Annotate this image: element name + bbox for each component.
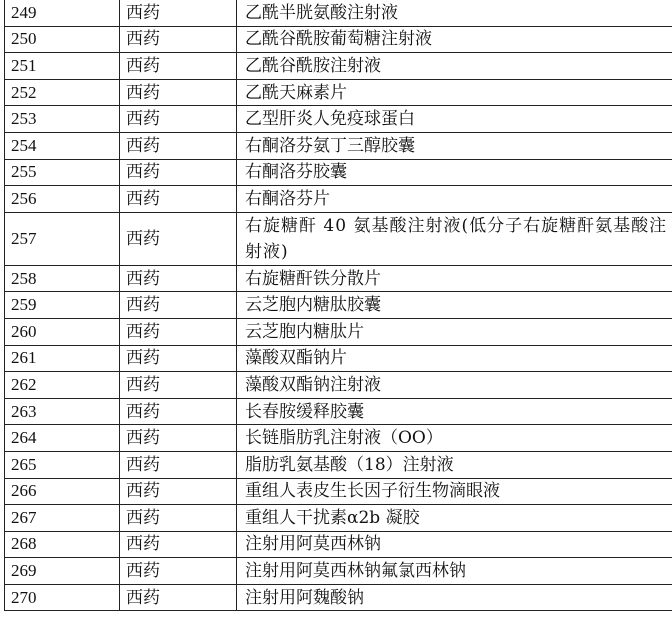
table-row bbox=[5, 398, 672, 425]
table-row bbox=[5, 505, 672, 532]
row-drug-name: 注射用阿莫西林钠氟氯西林钠 bbox=[237, 558, 672, 585]
row-category: 西药 bbox=[120, 531, 237, 558]
row-number: 266 bbox=[5, 478, 120, 505]
row-category: 西药 bbox=[120, 212, 237, 265]
row-drug-name: 重组人表皮生长因子衍生物滴眼液 bbox=[237, 478, 672, 505]
table-row bbox=[5, 451, 672, 478]
row-drug-name: 乙酰半胱氨酸注射液 bbox=[237, 0, 672, 26]
row-drug-name: 藻酸双酯钠注射液 bbox=[237, 372, 672, 399]
table-row bbox=[5, 558, 672, 585]
row-category: 西药 bbox=[120, 0, 237, 26]
row-category: 西药 bbox=[120, 451, 237, 478]
table-row bbox=[5, 106, 672, 133]
row-category: 西药 bbox=[120, 318, 237, 345]
row-number: 256 bbox=[5, 186, 120, 213]
drug-list-table bbox=[4, 0, 672, 611]
row-number: 258 bbox=[5, 265, 120, 292]
row-drug-name: 右酮洛芬胶囊 bbox=[237, 159, 672, 186]
row-drug-name: 长春胺缓释胶囊 bbox=[237, 398, 672, 425]
row-drug-name: 右旋糖酐铁分散片 bbox=[237, 265, 672, 292]
row-drug-name: 云芝胞内糖肽胶囊 bbox=[237, 292, 672, 319]
row-number: 250 bbox=[5, 26, 120, 53]
row-drug-name: 乙酰天麻素片 bbox=[237, 79, 672, 106]
table-row bbox=[5, 318, 672, 345]
row-category: 西药 bbox=[120, 558, 237, 585]
table-row bbox=[5, 531, 672, 558]
drug-list-body bbox=[5, 0, 672, 611]
row-category: 西药 bbox=[120, 159, 237, 186]
row-category: 西药 bbox=[120, 425, 237, 452]
table-row bbox=[5, 79, 672, 106]
row-drug-name: 脂肪乳氨基酸（18）注射液 bbox=[237, 451, 672, 478]
table-row bbox=[5, 26, 672, 53]
row-number: 267 bbox=[5, 505, 120, 532]
row-number: 269 bbox=[5, 558, 120, 585]
row-number: 257 bbox=[5, 212, 120, 265]
row-drug-name: 乙酰谷酰胺注射液 bbox=[237, 53, 672, 80]
row-number: 261 bbox=[5, 345, 120, 372]
table-row bbox=[5, 372, 672, 399]
row-number: 262 bbox=[5, 372, 120, 399]
row-drug-name: 重组人干扰素α2b 凝胶 bbox=[237, 505, 672, 532]
row-category: 西药 bbox=[120, 478, 237, 505]
row-category: 西药 bbox=[120, 584, 237, 611]
row-number: 249 bbox=[5, 0, 120, 26]
row-number: 251 bbox=[5, 53, 120, 80]
table-row bbox=[5, 212, 672, 265]
row-category: 西药 bbox=[120, 186, 237, 213]
row-number: 255 bbox=[5, 159, 120, 186]
table-row bbox=[5, 0, 672, 26]
row-number: 252 bbox=[5, 79, 120, 106]
row-number: 268 bbox=[5, 531, 120, 558]
table-row bbox=[5, 292, 672, 319]
row-drug-name: 藻酸双酯钠片 bbox=[237, 345, 672, 372]
table-row bbox=[5, 159, 672, 186]
row-category: 西药 bbox=[120, 265, 237, 292]
row-category: 西药 bbox=[120, 292, 237, 319]
row-drug-name: 乙酰谷酰胺葡萄糖注射液 bbox=[237, 26, 672, 53]
row-drug-name: 云芝胞内糖肽片 bbox=[237, 318, 672, 345]
row-drug-name: 长链脂肪乳注射液（OO） bbox=[237, 425, 672, 452]
table-row bbox=[5, 425, 672, 452]
row-drug-name: 乙型肝炎人免疫球蛋白 bbox=[237, 106, 672, 133]
row-number: 263 bbox=[5, 398, 120, 425]
row-drug-name: 右酮洛芬氨丁三醇胶囊 bbox=[237, 132, 672, 159]
table-row bbox=[5, 265, 672, 292]
row-number: 264 bbox=[5, 425, 120, 452]
row-category: 西药 bbox=[120, 398, 237, 425]
row-category: 西药 bbox=[120, 53, 237, 80]
row-category: 西药 bbox=[120, 79, 237, 106]
row-category: 西药 bbox=[120, 132, 237, 159]
row-number: 260 bbox=[5, 318, 120, 345]
row-category: 西药 bbox=[120, 106, 237, 133]
table-row bbox=[5, 132, 672, 159]
row-category: 西药 bbox=[120, 345, 237, 372]
table-row bbox=[5, 478, 672, 505]
row-drug-name: 注射用阿魏酸钠 bbox=[237, 584, 672, 611]
table-row bbox=[5, 584, 672, 611]
table-row bbox=[5, 186, 672, 213]
row-number: 270 bbox=[5, 584, 120, 611]
row-drug-name: 右旋糖酐 40 氨基酸注射液(低分子右旋糖酐氨基酸注射液) bbox=[237, 212, 672, 265]
row-category: 西药 bbox=[120, 505, 237, 532]
row-drug-name: 注射用阿莫西林钠 bbox=[237, 531, 672, 558]
row-number: 253 bbox=[5, 106, 120, 133]
row-number: 259 bbox=[5, 292, 120, 319]
row-drug-name: 右酮洛芬片 bbox=[237, 186, 672, 213]
table-row bbox=[5, 345, 672, 372]
row-category: 西药 bbox=[120, 26, 237, 53]
row-category: 西药 bbox=[120, 372, 237, 399]
table-row bbox=[5, 53, 672, 80]
row-number: 254 bbox=[5, 132, 120, 159]
row-number: 265 bbox=[5, 451, 120, 478]
